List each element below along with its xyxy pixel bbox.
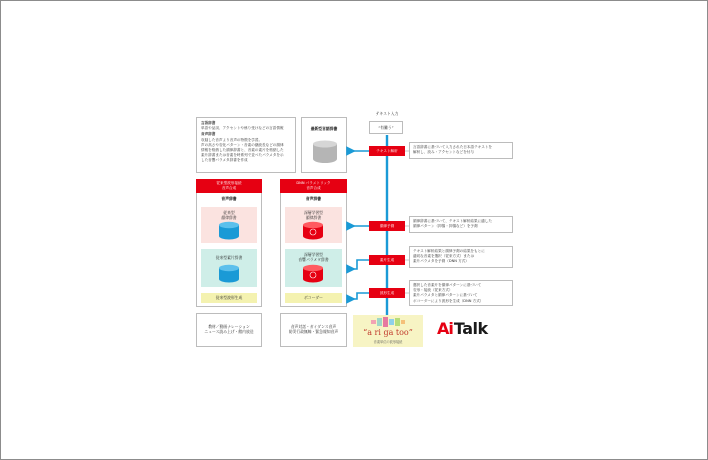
step-text-analysis-desc	[409, 142, 513, 159]
step4-desc-3: ボコーダーにより波形を生成（DNN 方式）	[413, 298, 484, 303]
output-subtext: 音素単位の波形接続	[373, 340, 403, 344]
col2-footer-line-0: 音声対話・ガイダンス音声	[290, 324, 337, 329]
aitalk-logo	[437, 317, 499, 339]
col2-box1-line-0: 深層学習型	[304, 210, 323, 215]
waveform-bars-icon	[371, 317, 405, 327]
col2-title: 音声辞書	[305, 196, 322, 201]
step2-desc-0: 韻律辞書に基づいて、テキスト解析結果に適した	[413, 219, 492, 223]
step2-desc-1: 韻律パターン（抑揚・抑揚など）を予測	[413, 224, 478, 229]
output-text: “a ri ga too”	[363, 328, 413, 337]
step4-desc-0: 選択した音素片を韻律パターンに基づいて	[413, 283, 482, 287]
step-waveform-desc	[409, 280, 513, 306]
aitalk-logo-mark: Ai	[437, 318, 453, 338]
col2-box3-label: ボコーダー	[304, 295, 323, 300]
col1-box3-label: 従来型波形生成	[215, 295, 243, 300]
step-prosody-desc	[409, 216, 513, 233]
col1-box1-line-1: 韻律辞書	[221, 215, 237, 220]
language-dict-desc-0: 単語や品詞、アクセントや係り受けなどの言語情報	[201, 126, 284, 131]
step3-desc-1: 適切な音素を選択（従来方式）または	[413, 254, 475, 259]
voice-dict-desc-3: 素片辞書または音素を時系列で並べたパラメタを示	[201, 153, 284, 158]
output-waveform-box	[353, 315, 423, 347]
col1-header-line-0: 従来型波形接続	[216, 181, 242, 185]
col2-box1-line-1: 韻律辞書	[305, 215, 322, 220]
col2-header-line-0: DNN パラメトリック	[296, 181, 331, 185]
voice-dict-desc-1: 声の高さや変化パターン・音素の継続長などの韻律	[201, 142, 284, 147]
text-input-label: テキスト入力	[375, 111, 399, 116]
col1-box1-line-0: 従来型	[223, 210, 235, 215]
language-dict-heading: 言語辞書	[201, 121, 216, 125]
col1-footer-line-1: ニュース読み上げ・館内放送	[204, 329, 254, 334]
step4-desc-1: 変形・接続（従来方式）	[413, 288, 453, 293]
col2-box2-line-0: 深層学習型	[304, 252, 323, 257]
aitalk-logo-word: Talk	[453, 318, 488, 338]
col2-box2-line-1: 音響パラメタ辞書	[298, 257, 329, 262]
col1-title: 音声辞書	[221, 196, 237, 201]
text-input-value: “有難う”	[378, 125, 394, 130]
voice-dict-desc-2: 情報を格納した韻律辞書と、音素の素片を格納した	[201, 148, 284, 153]
step3-desc-0: テキスト解析結果と韻律予測の結果をもとに	[413, 249, 485, 253]
step-text-analysis-tag: テキスト解析	[369, 146, 405, 156]
step3-desc-2: 素片パラメタを予測（DNN 方式）	[413, 259, 469, 264]
col1-box2-label: 従来型素片辞書	[215, 255, 243, 260]
col1-footer-line-0: 教材／動画ナレーション	[208, 324, 250, 329]
voice-dict-desc-0: 収録した音声より音声の特徴を学習。	[201, 137, 263, 142]
voice-dict-heading: 音声辞書	[201, 132, 216, 137]
col1-header-line-1: 音声合成	[221, 185, 237, 190]
step-prosody-tag: 韻律予測	[369, 221, 405, 231]
col2-header-line-1: 音声合成	[306, 185, 321, 190]
col2-footer-line-1: 防災行政無線・緊急報知音声	[288, 329, 339, 334]
step-segment-tag: 素片生成	[369, 255, 405, 265]
step1-desc-0: 言語辞書に基づいて入力された日本語テキストを	[413, 145, 492, 149]
step4-desc-2: 素片パラメタと韻律パターンに基づいて	[413, 293, 478, 298]
step-segment-desc	[409, 246, 513, 268]
flow-connectors	[1, 1, 707, 459]
step1-desc-1: 解析し、読み・アクセントなどを付与	[413, 150, 474, 155]
language-dictionary-label: 最新型言語辞書	[310, 126, 338, 131]
voice-dict-desc-4: した音響パラメタ辞書を作成	[201, 158, 248, 163]
step-waveform-tag: 波形生成	[369, 288, 405, 298]
